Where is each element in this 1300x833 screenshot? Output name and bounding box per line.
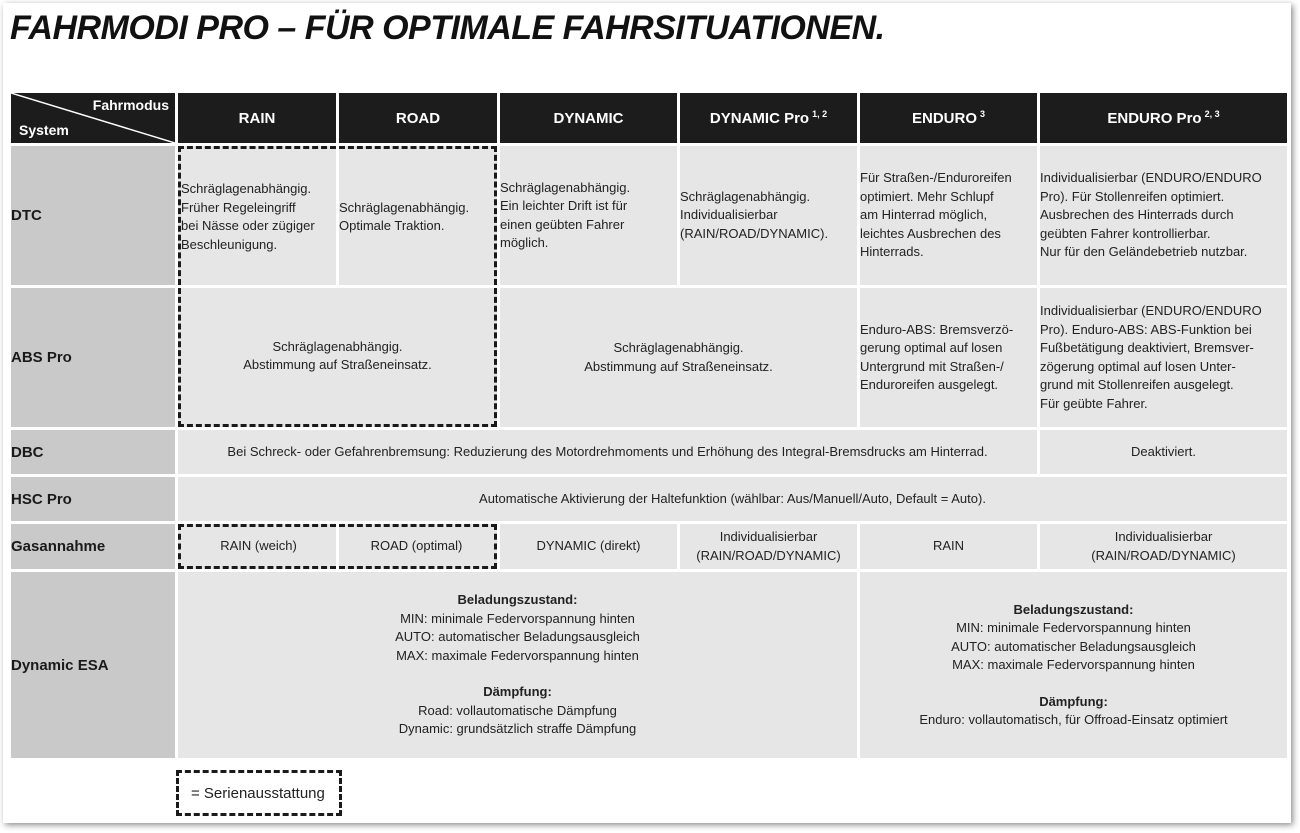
system-label-gasannahme: Gasannahme [11, 524, 175, 569]
text-line: AUTO: automatischer Beladungsausgleich [951, 638, 1196, 654]
esa-damping-lines [860, 711, 1287, 730]
cell-gas-dynamic [500, 524, 677, 569]
text-line: einen geübten Fahrer [500, 216, 625, 232]
text-line: Schräglagenabhängig. [272, 338, 403, 354]
cell-gas-road [339, 524, 497, 569]
text-line: RAIN [932, 538, 965, 554]
text-line: möglich. [500, 235, 549, 250]
text-line: grund mit Stollenreifen ausgelegt. [1040, 377, 1234, 392]
text-line: Für Straßen-/Enduroreifen [860, 170, 1012, 186]
text-line: Untergrund mit Straßen-/ [860, 358, 1004, 374]
text-line: Pro). Enduro-ABS: ABS-Funktion bei [1040, 321, 1252, 337]
text-line: zögerung optimal auf losen Unter- [1040, 358, 1236, 374]
footnote-marker: 3 [980, 109, 986, 119]
cell-esa-enduro-modes [860, 572, 1287, 758]
cell-dtc-enduro [860, 146, 1037, 285]
page-title: FAHRMODI PRO – FÜR OPTIMALE FAHRSITUATIONEN. [10, 9, 885, 47]
esa-damping-heading: Dämpfung: [1039, 693, 1108, 709]
text-line: geübten Fahrer kontrollierbar. [1040, 225, 1211, 241]
row-dtc [11, 146, 1287, 285]
system-label-dtc: DTC [11, 146, 175, 285]
text-line: Individualisierbar [1114, 529, 1213, 544]
cell-gas-rain [178, 524, 336, 569]
text-line: Hinterrads. [860, 244, 924, 260]
row-dynamic-esa [11, 572, 1287, 758]
text-line: Optimale Traktion. [339, 218, 445, 233]
text-line: am Hinterrad möglich, [860, 207, 988, 223]
row-abs-pro [11, 288, 1287, 427]
text-line: MIN: minimale Federvorspannung hinten [956, 620, 1191, 635]
cell-dbc-main: Bei Schreck- oder Gefahrenbremsung: Reduzierung des Motordrehmoments und Erhöhung des Integral-Bremsdrucks am Hinterrad. [178, 430, 1037, 474]
mode-label: ENDURO Pro [1107, 110, 1202, 127]
esa-damping-lines [178, 702, 857, 739]
cell-dbc-enduro-pro: Deaktiviert. [1040, 430, 1287, 474]
row-gasannahme [11, 524, 1287, 569]
text-line: Nur für den Geländebetrieb nutzbar. [1040, 244, 1248, 260]
mode-label: DYNAMIC [553, 109, 624, 127]
mode-label: ENDURO [911, 110, 977, 127]
cell-gas-enduro-pro [1040, 524, 1287, 569]
legend-label: = Serienausstattung [191, 784, 325, 802]
text-line: MIN: minimale Federvorspannung hinten [400, 610, 635, 626]
esa-load-lines [178, 610, 857, 666]
system-label-dbc: DBC [11, 430, 175, 474]
cell-dtc-dynamic-pro [680, 146, 857, 285]
text-line: Dynamic: grundsätzlich straffe Dämpfung [398, 721, 637, 737]
text-line: Ausbrechen des Hinterrads durch [1040, 207, 1234, 223]
text-line: DYNAMIC (direkt) [536, 538, 641, 554]
mode-header-dynamic-pro [680, 93, 857, 143]
system-label-hsc-pro: HSC Pro [11, 477, 175, 521]
cell-gas-dynamic-pro [680, 524, 857, 569]
text-line: ROAD (optimal) [370, 538, 463, 554]
text-line: MAX: maximale Federvorspannung hinten [396, 647, 639, 663]
text-line: Enduro: vollautomatisch, für Offroad-Einsatz optimiert [919, 712, 1228, 727]
text-line: RAIN (weich) [220, 538, 297, 554]
mode-header-road [339, 93, 497, 143]
text-line: leichtes Ausbrechen des [860, 225, 1001, 241]
esa-load-heading: Beladungszustand: [1013, 601, 1134, 617]
text-line: Ein leichter Drift ist für [500, 198, 628, 213]
text-line: Individualisierbar [719, 529, 818, 544]
mode-label: DYNAMIC Pro [709, 110, 810, 127]
text-line: MAX: maximale Federvorspannung hinten [952, 657, 1195, 672]
text-line: Pro). Für Stollenreifen optimiert. [1040, 188, 1225, 204]
text-line: Fußbetätigung deaktiviert, Bremsver- [1040, 340, 1254, 355]
text-line: Individualisierbar (ENDURO/ENDURO [1040, 303, 1262, 318]
text-line: Früher Regeleingriff [181, 199, 296, 215]
text-line: optimiert. Mehr Schlupf [860, 188, 994, 204]
cell-abs-rain-road [178, 288, 497, 427]
text-line: (RAIN/ROAD/DYNAMIC). [680, 225, 829, 241]
mode-header-rain [178, 93, 336, 143]
legend-standard-equipment [176, 770, 342, 816]
cell-abs-dynamic [500, 288, 857, 427]
esa-damping-heading: Dämpfung: [483, 684, 552, 700]
footnote-marker: 2, 3 [1204, 109, 1220, 119]
system-label-dynamic-esa: Dynamic ESA [11, 572, 175, 758]
text-line: Individualisierbar (ENDURO/ENDURO [1040, 170, 1262, 186]
text-line: Abstimmung auf Straßeneinsatz. [243, 357, 432, 372]
text-line: Schräglagenabhängig. [500, 179, 631, 195]
text-line: (RAIN/ROAD/DYNAMIC) [1091, 547, 1236, 563]
header-row [11, 93, 1287, 143]
cell-gas-enduro [860, 524, 1037, 569]
text-line: Road: vollautomatische Dämpfung [418, 702, 617, 718]
row-hsc-pro [11, 477, 1287, 521]
text-line: bei Nässe oder zügiger [181, 218, 315, 233]
text-line: (RAIN/ROAD/DYNAMIC) [696, 547, 841, 563]
esa-load-lines [860, 619, 1287, 675]
text-line: Schräglagenabhängig. [181, 181, 312, 196]
cell-hsc-main: Automatische Aktivierung der Haltefunktion (wählbar: Aus/Manuell/Auto, Default = Auto). [178, 477, 1287, 521]
text-line: Enduro-ABS: Bremsverzö- [860, 321, 1014, 337]
mode-header-enduro [860, 93, 1037, 143]
mode-header-enduro-pro [1040, 93, 1287, 143]
footnote-marker: 1, 2 [812, 109, 828, 119]
row-dbc [11, 430, 1287, 474]
mode-header-dynamic [500, 93, 677, 143]
corner-label-system: System [19, 122, 69, 138]
text-line: AUTO: automatischer Beladungsausgleich [395, 629, 640, 645]
text-line: gerung optimal auf losen [860, 340, 1003, 355]
cell-abs-enduro-pro [1040, 288, 1287, 427]
text-line: Beschleunigung. [181, 236, 278, 252]
cell-dtc-rain [178, 146, 336, 285]
text-line: Individualisierbar [680, 207, 778, 223]
text-line: Enduroreifen ausgelegt. [860, 377, 999, 392]
text-line: Schräglagenabhängig. [613, 340, 744, 355]
cell-dtc-road [339, 146, 497, 285]
corner-label-mode: Fahrmodus [92, 97, 169, 113]
text-line: Für geübte Fahrer. [1040, 395, 1148, 411]
cell-dtc-enduro-pro [1040, 146, 1287, 285]
mode-label: ROAD [395, 109, 441, 127]
riding-modes-table [8, 90, 1290, 761]
esa-load-heading: Beladungszustand: [457, 592, 578, 608]
text-line: Abstimmung auf Straßeneinsatz. [584, 358, 773, 374]
cell-abs-enduro [860, 288, 1037, 427]
mode-label: RAIN [238, 109, 276, 127]
cell-dtc-dynamic [500, 146, 677, 285]
cell-esa-road-modes [178, 572, 857, 758]
text-line: Schräglagenabhängig. [339, 199, 470, 215]
corner-cell [11, 93, 175, 143]
text-line: Schräglagenabhängig. [680, 188, 811, 204]
system-label-abs-pro: ABS Pro [11, 288, 175, 427]
